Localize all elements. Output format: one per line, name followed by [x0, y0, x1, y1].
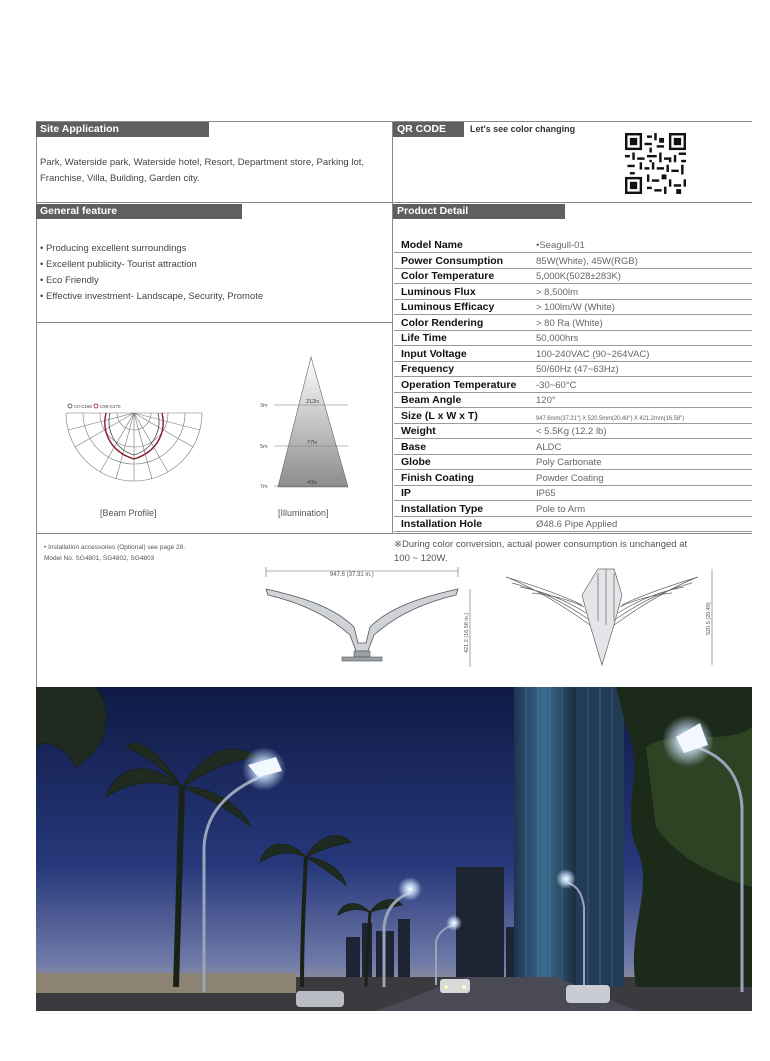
- rule-below-features: [36, 322, 392, 323]
- spec-key: Input Voltage: [394, 346, 536, 362]
- product-sheet: [36, 121, 752, 1011]
- illum-height-3m: 3m: [260, 403, 268, 409]
- spec-key: Installation Type: [394, 501, 536, 517]
- spec-value: 947.6mm(37.31") X 520.5mm(20.49") X 421.2mm(16.58"): [536, 408, 752, 424]
- spec-row: [394, 361, 752, 377]
- feature-item: • Effective investment- Landscape, Security, Promote: [40, 289, 263, 305]
- spec-row: [394, 268, 752, 284]
- spec-row: [394, 284, 752, 300]
- spec-value: •Seagull-01: [536, 237, 752, 253]
- accessory-note-line1: • Installation accessories (Optional) see page 28.: [44, 544, 186, 551]
- spec-value: ALDC: [536, 439, 752, 455]
- spec-key: Globe: [394, 454, 536, 470]
- spec-value: > 8,500lm: [536, 284, 752, 300]
- seagull-top-silhouette: [506, 569, 698, 665]
- illumination-diagram: [256, 355, 356, 490]
- spec-row: [394, 237, 752, 253]
- spec-row: [394, 439, 752, 455]
- spec-key: Operation Temperature: [394, 377, 536, 393]
- qr-code-note: Let's see color changing: [470, 124, 576, 134]
- spec-key: Power Consumption: [394, 253, 536, 269]
- svg-text:C90-C270: C90-C270: [100, 404, 121, 409]
- seagull-front-silhouette: [266, 589, 458, 651]
- spec-value: Poly Carbonate: [536, 454, 752, 470]
- feature-item: • Excellent publicity- Tourist attraction: [40, 257, 263, 273]
- dimension-width-label: 947.6 (37.31 in.): [330, 572, 374, 578]
- spec-value: Pole to Arm: [536, 501, 752, 517]
- rule-below-site: [36, 202, 752, 203]
- illum-height-5m: 5m: [260, 444, 268, 450]
- center-rule: [392, 121, 393, 533]
- spec-row: [394, 346, 752, 362]
- spec-value: 50/60Hz (47~63Hz): [536, 361, 752, 377]
- beam-profile-legend: [68, 404, 121, 409]
- spec-row: [394, 253, 752, 269]
- spec-value: Powder Coating: [536, 470, 752, 486]
- beam-profile-diagram: [58, 399, 210, 491]
- illum-lux-212: 212lx: [306, 399, 320, 405]
- spec-key: Frequency: [394, 361, 536, 377]
- spec-key: IP: [394, 485, 536, 501]
- illum-height-7m: 7m: [260, 484, 268, 490]
- spec-key: Color Temperature: [394, 268, 536, 284]
- spec-key: Finish Coating: [394, 470, 536, 486]
- accessory-note-line2: Model No. SG4801, SG4802, SG4803: [44, 555, 155, 562]
- spec-row: [394, 408, 752, 424]
- spec-row: [394, 299, 752, 315]
- spec-row: [394, 330, 752, 346]
- spec-table: [394, 237, 752, 532]
- spec-row: [394, 377, 752, 393]
- rule-below-specs: [36, 533, 752, 534]
- dimension-height-top-label: 520.5 (20.49): [706, 602, 712, 635]
- spec-value: 5,000K(5028±283K): [536, 268, 752, 284]
- product-detail-header: Product Detail: [393, 204, 565, 219]
- illum-lux-40: 40lx: [307, 480, 318, 486]
- illum-lux-77: 77lx: [307, 440, 318, 446]
- night-scene-photo: [36, 687, 752, 1011]
- qr-code-header: QR CODE: [393, 122, 464, 137]
- spec-value: -30~60°C: [536, 377, 752, 393]
- spec-value: 120°: [536, 392, 752, 408]
- spec-key: Size (L x W x T): [394, 408, 536, 424]
- polar-grid: [66, 413, 202, 481]
- qr-code-image[interactable]: [625, 133, 686, 194]
- spec-key: Color Rendering: [394, 315, 536, 331]
- spec-row: [394, 423, 752, 439]
- illumination-cone: [278, 357, 348, 487]
- spec-value: 85W(White), 45W(RGB): [536, 253, 752, 269]
- spec-row: [394, 516, 752, 532]
- site-application-text: Park, Waterside park, Waterside hotel, Resort, Department store, Parking lot, Franchise, Villa, Building, Garden city.: [40, 157, 365, 184]
- spec-row: [394, 470, 752, 486]
- site-application-header: Site Application: [36, 122, 209, 137]
- accessory-note: [44, 542, 185, 564]
- spec-row: [394, 392, 752, 408]
- power-note: ※During color conversion, actual power consumption is unchanged at 100 ~ 120W.: [394, 539, 688, 564]
- spec-key: Life Time: [394, 330, 536, 346]
- spec-value: > 80 Ra (White): [536, 315, 752, 331]
- front-view-drawing: [262, 563, 476, 675]
- spec-value: 100-240VAC (90~264VAC): [536, 346, 752, 362]
- top-view-drawing: [502, 565, 722, 671]
- spec-key: Installation Hole: [394, 516, 536, 532]
- spec-row: [394, 501, 752, 517]
- spec-value: < 5.5Kg (12.2 lb): [536, 423, 752, 439]
- spec-row: [394, 315, 752, 331]
- beam-profile-caption: [Beam Profile]: [100, 508, 157, 518]
- svg-text:C0-C180: C0-C180: [74, 404, 93, 409]
- spec-key: Beam Angle: [394, 392, 536, 408]
- feature-item: • Producing excellent surroundings: [40, 241, 263, 257]
- spec-key: Model Name: [394, 237, 536, 253]
- dimension-height-front-label: 421.2 (16.58 in.): [464, 612, 470, 653]
- feature-item: • Eco Friendly: [40, 273, 263, 289]
- feature-list: [40, 241, 263, 305]
- spec-key: Luminous Flux: [394, 284, 536, 300]
- illumination-caption: [Illumination]: [278, 508, 329, 518]
- spec-value: > 100lm/W (White): [536, 299, 752, 315]
- spec-row: [394, 454, 752, 470]
- general-feature-header: General feature: [36, 204, 242, 219]
- spec-key: Luminous Efficacy: [394, 299, 536, 315]
- spec-key: Base: [394, 439, 536, 455]
- spec-value: Ø48.6 Pipe Applied: [536, 516, 752, 532]
- spec-value: 50,000hrs: [536, 330, 752, 346]
- spec-row: [394, 485, 752, 501]
- spec-value: IP65: [536, 485, 752, 501]
- spec-key: Weight: [394, 423, 536, 439]
